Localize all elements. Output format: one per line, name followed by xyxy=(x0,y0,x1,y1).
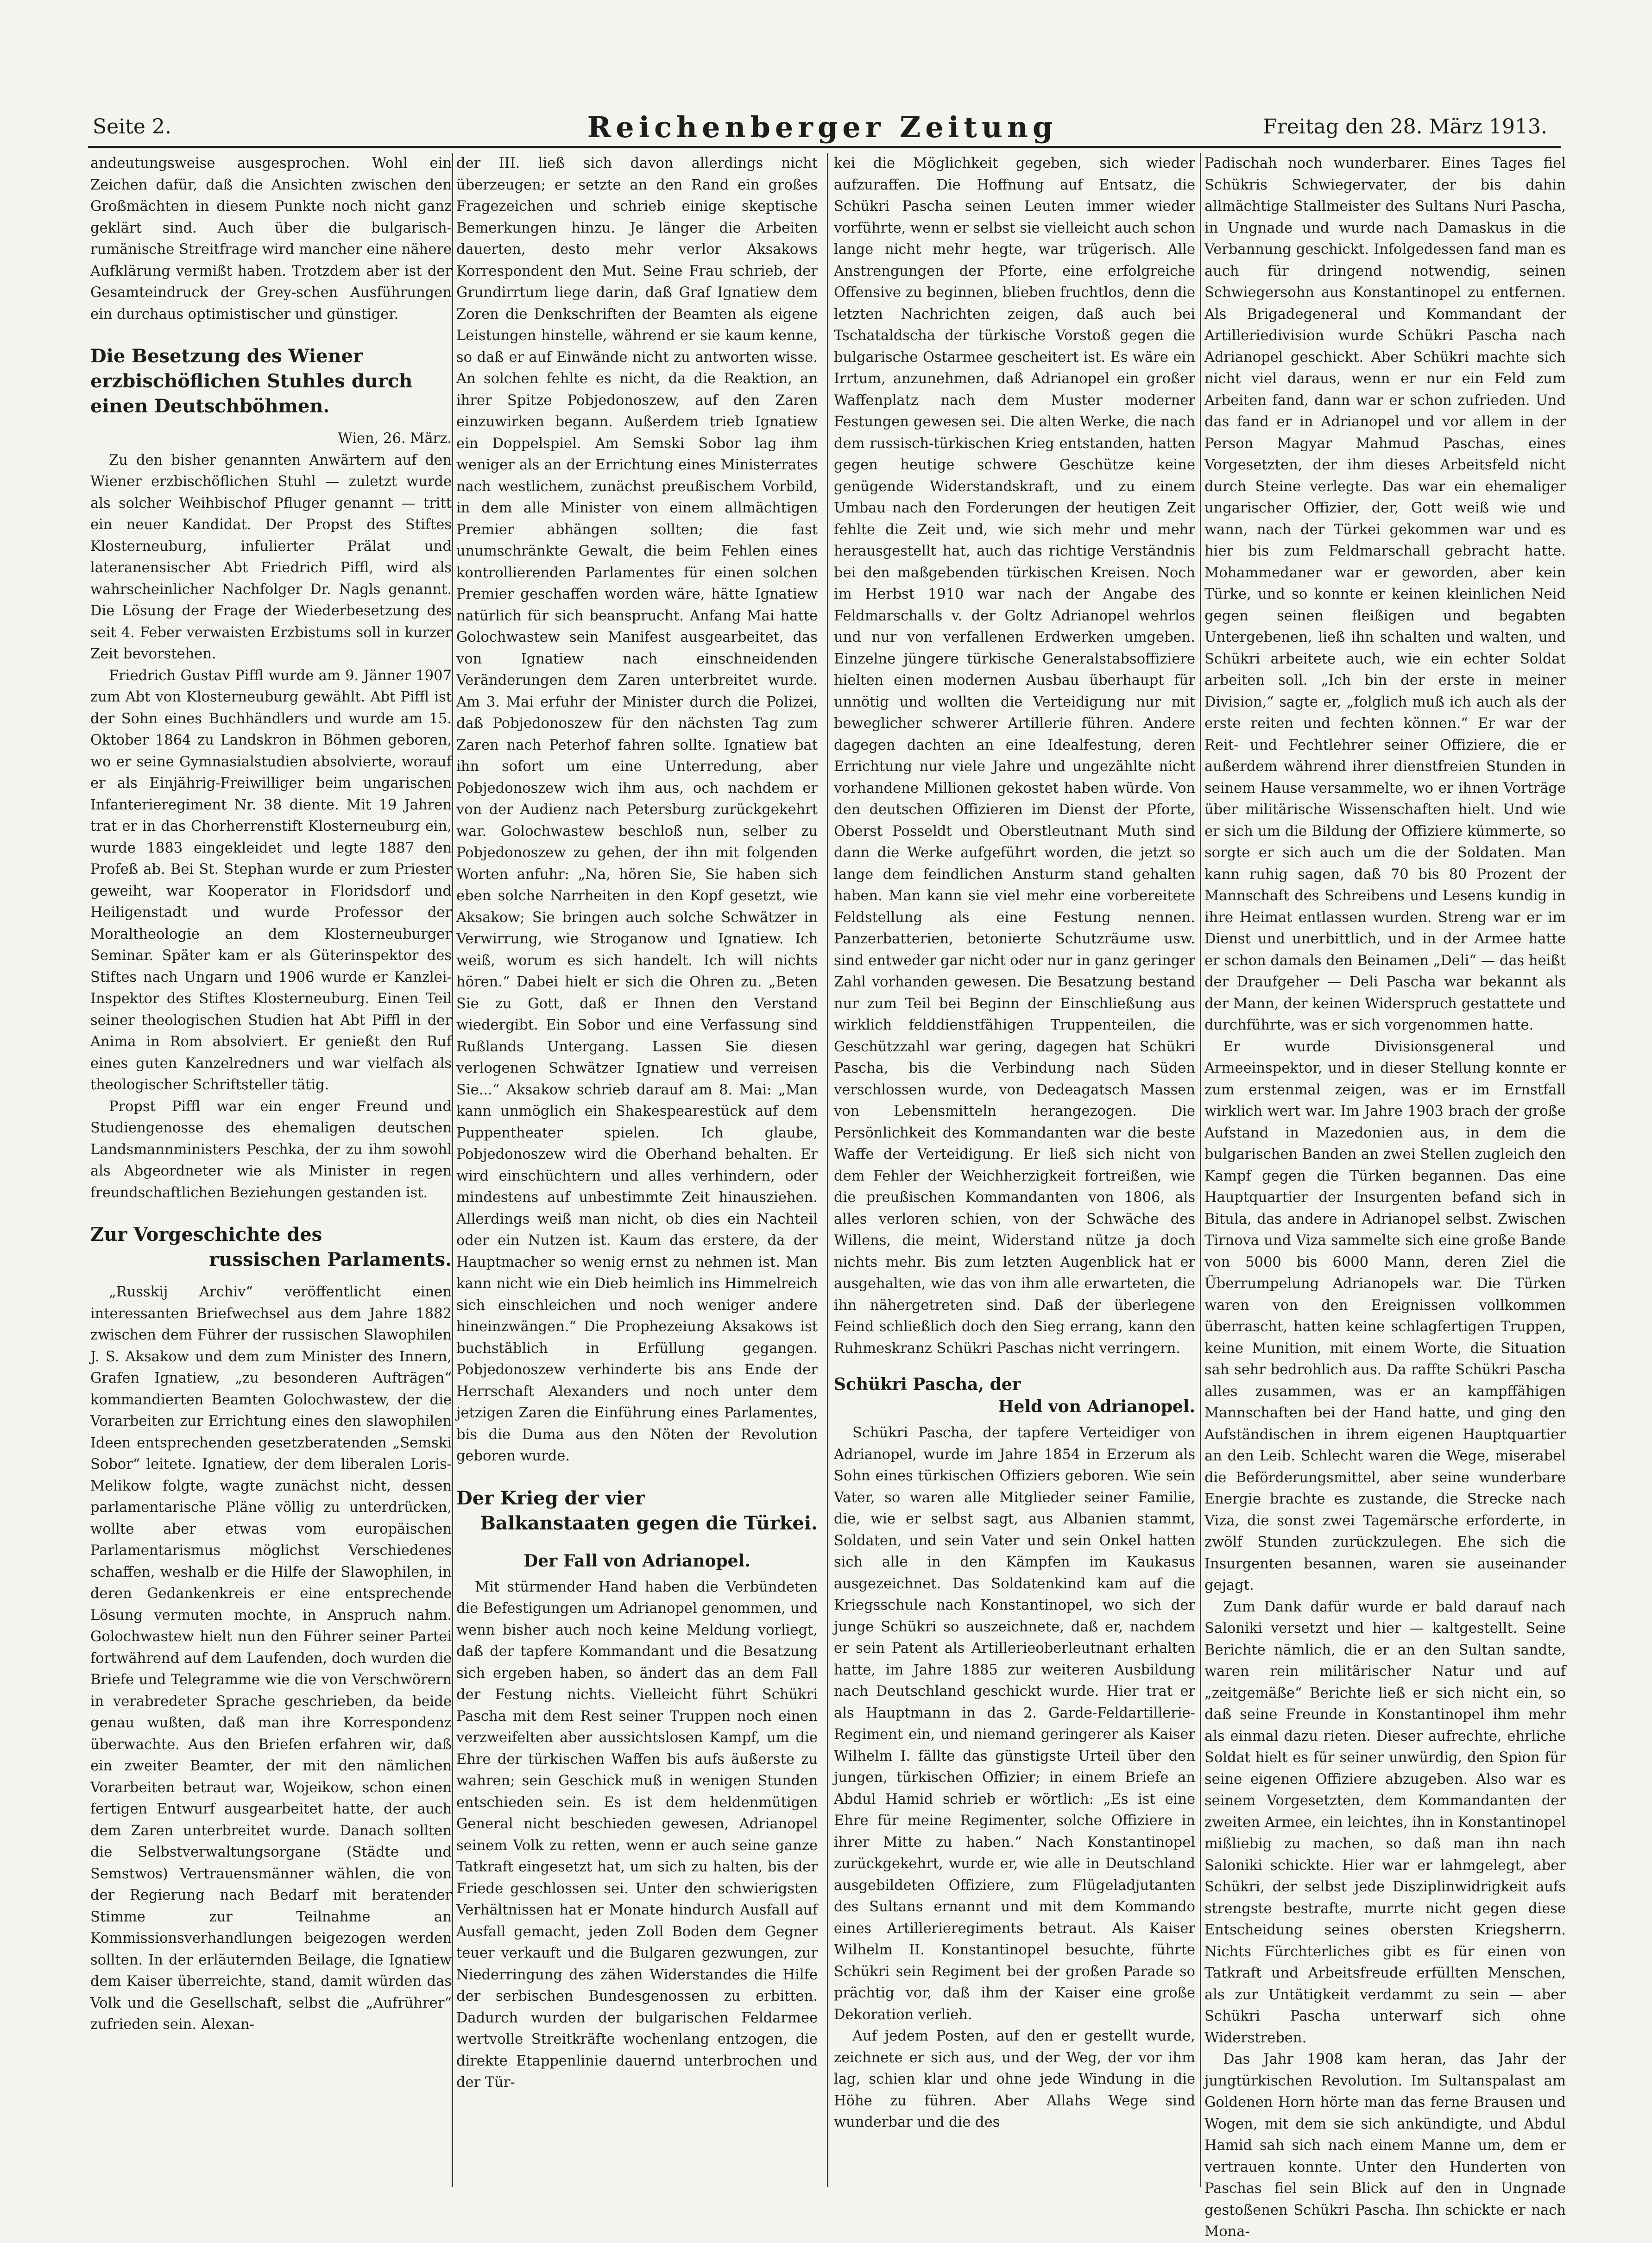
heading-line: russischen Parlaments. xyxy=(209,1249,452,1270)
article-text: Propst Piffl war ein enger Freund und Studiengenosse des ehemaligen deutschen Landsmannministers Peschka, der zu ihm sowohl als Abgeordneter wie als Minister in regen freundschaftlichen Beziehungen gestanden ist. xyxy=(90,1098,452,1201)
column-3 xyxy=(834,153,1195,2134)
article-text: andeutungsweise ausgesprochen. Wohl ein Zeichen dafür, daß die Ansichten zwischen den Großmächten in diesem Punkte noch nicht ganz geklärt sind. Auch über die bulgarisch-rumänische Streitfrage wird mancher eine nähere Aufklärung vermißt haben. Trotzdem aber ist der Gesamteindruck der Grey-schen Ausführungen ein durchaus optimistischer und günstiger. xyxy=(90,155,452,322)
column-1 xyxy=(90,153,452,2036)
article-text: Er wurde Divisionsgeneral und Armeeinspektor, und in dieser Stellung konnte er zum erstenmal zeigen, was er im Ernstfall wirklich wert war. Im Jahre 1903 brach der große Aufstand in Mazedonien aus, in dem die bulgarischen Banden an zwei Stellen zugleich den Kampf gegen die Türken begannen. Das eine Hauptquartier der Insurgenten befand sich in Bitula, das andere in Adrianopel selbst. Zwischen Tirnova und Viza sammelte sich eine große Bande von 5000 bis 6000 Mann, deren Ziel die Überrumpelung Adrianopels war. Die Türken waren von den Ereignissen vollkommen überrascht, hatten keine schlagfertigen Truppen, keine Munition, mit einem Worte, die Situation sah sehr bedrohlich aus. Da raffte Schükri Pascha alles zusammen, was er an kampffähigen Mannschaften bei der Hand hatte, und ging den Aufständischen in ihrem eigenen Hauptquartier an den Leib. Schlecht waren die Wege, miserabel die Beförderungsmittel, aber seine wunderbare Energie brachte es zustande, die Strecke nach Viza, die sonst zwei Tagemärsche erforderte, in zwölf Stunden zurückzulegen. Ehe sich die Insurgenten besannen, waren sie auseinander gejagt. xyxy=(1204,1038,1566,1593)
column-2 xyxy=(456,153,818,2094)
heading-line: Held von Adrianopel. xyxy=(998,1397,1195,1416)
heading-line: Balkanstaaten gegen die Türkei. xyxy=(480,1512,818,1534)
article-text: Padischah noch wunderbarer. Eines Tages fiel Schükris Schwiegervater, der bis dahin allmächtige Stallmeister des Sultans Nuri Pascha, in Ungnade und wurde nach Damaskus in die Verbannung geschickt. Infolgedessen fand man es auch für dringend notwendig, seinen Schwiegersohn aus Konstantinopel zu entfernen. Als Brigadegeneral und Kommandant der Artilleriedivision wurde Schükri Pascha nach Adrianopel geschickt. Aber Schükri machte sich nicht viel daraus, wenn er nur ein Feld zum Arbeiten fand, dann war er schon zufrieden. Und das fand er in Adrianopel und vor allem in der Person Magyar Mahmud Paschas, eines Vorgesetzten, der ihm dieses Arbeitsfeld nicht durch Steine verlegte. Das war ein ehemaliger ungarischer Offizier, der, Gott weiß wie und wann, nach der Türkei gekommen war und es hier bis zum Feldmarschall gebracht hatte. Mohammedaner war er geworden, aber kein Türke, und so konnte er keinen kleinlichen Neid gegen seinen fleißigen und begabten Untergebenen, ließ ihn schalten und walten, und Schükri arbeitete auch, wie ein echter Soldat arbeiten soll. „Ich bin der erste in meiner Division,“ sagte er, „folglich muß ich auch als der erste reiten und fechten können.“ Er war der Reit- und Fechtlehrer seiner Offiziere, die er außerdem während ihrer dienstfreien Stunden in seinem Hause versammelte, wo er ihnen Vorträge über militärische Wissenschaften hielt. Und wie er sich um die Bildung der Offiziere kümmerte, so sorgte er sich auch um die der Soldaten. Man kann ruhig sagen, daß 70 bis 80 Prozent der Mannschaft des Schreibens und Lesens kundig in ihre Heimat entlassen wurden. Streng war er im Dienst und unerbittlich, und in der Armee hatte er schon damals den Beinamen „Deli“ — das heißt der Draufgeher — Deli Pascha war bekannt als der Mann, der keinen Widerspruch gestattete und durchführte, was er sich vorgenommen hatte. xyxy=(1204,155,1566,1033)
issue-date: Freitag den 28. März 1913. xyxy=(1263,115,1547,139)
column-divider xyxy=(452,153,453,2187)
article-text: Das Jahr 1908 kam heran, das Jahr der jungtürkischen Revolution. Im Sultanspalast am Goldenen Horn hörte man das ferne Brausen und Wogen, mit dem sie sich ankündigte, und Abdul Hamid sah sich nach einem Manne um, dem er vertrauen konnte. Unter den Hunderten von Paschas fiel sein Blick auf den in Ungnade gestoßenen Schükri Pascha. Ihn schickte er nach Mona- xyxy=(1204,2051,1566,2240)
heading-line: Zur Vorgeschichte des xyxy=(90,1224,322,1245)
article-text: Schükri Pascha, der tapfere Verteidiger von Adrianopel, wurde im Jahre 1854 in Erzerum als Sohn eines türkischen Offiziers geboren. Wie sein Vater, so waren alle Mitglieder seiner Familie, die, wie er selbst sagt, aus Albanien stammt, Soldaten, und sein Vater und sein Onkel hatten sich alle in den Kämpfen im Kaukasus ausgezeichnet. Das Soldatenkind kam auf die Kriegsschule nach Konstantinopel, wo sich der junge Schükri so auszeichnete, daß er, nachdem er sein Patent als Artillerieoberleutnant erhalten hatte, im Jahre 1885 zur weiteren Ausbildung nach Deutschland geschickt wurde. Hier trat er als Hauptmann in das 2. Garde-Feldartillerie-Regiment ein, und niemand geringerer als Kaiser Wilhelm I. fällte das günstigste Urteil über den jungen, türkischen Offizier; in einem Briefe an Abdul Hamid schrieb er wörtlich: „Es ist eine Ehre für meine Regimenter, solche Offiziere in ihrer Mitte zu haben.“ Nach Konstantinopel zurückgekehrt, wurde er, wie alle in Deutschland ausgebildeten Offiziere, zum Flügeladjutanten des Sultans ernannt und mit dem Kommando eines Artillerieregiments betraut. Als Kaiser Wilhelm II. Konstantinopel besuchte, führte Schükri sein Regiment bei der großen Parade so prächtig vor, daß ihm der Kaiser eine große Dekoration verlieh. xyxy=(834,1425,1195,2023)
article-text: der III. ließ sich davon allerdings nicht überzeugen; er setzte an den Rand ein großes Fragezeichen und schrieb einige skeptische Bemerkungen hinzu. Je länger die Arbeiten dauerten, desto mehr verlor Aksakows Korrespondent den Mut. Seine Frau schrieb, der Grundirrtum liege darin, daß Graf Ignatiew dem Zoren die Denkschriften der Beamten als eigene Leistungen hinstelle, während er sie kaum kenne, so daß er auf Einwände nicht zu antworten wisse. An solchen fehlte es nicht, da die Reaktion, an ihrer Spitze Pobjedonoszew, auf den Zaren einzuwirken begann. Außerdem trieb Ignatiew ein Doppelspiel. Am Semski Sobor lag ihm weniger als an der Errichtung eines Ministerrates nach westlichem, zunächst preußischem Vorbild, in dem alle Minister von einem allmächtigen Premier abhängen sollten; die fast unumschränkte Gewalt, die beim Fehlen eines kontrollierenden Parlamentes für einen solchen Premier geschaffen worden wäre, hätte Ignatiew natürlich für sich beansprucht. Anfang Mai hatte Golochwastew sein Manifest ausgearbeitet, das von Ignatiew nach einschneidenden Veränderungen dem Zaren unterbreitet wurde. Am 3. Mai erfuhr der Minister durch die Polizei, daß Pobjedonoszew für den nächsten Tag zum Zaren nach Peterhof fahren sollte. Ignatiew bat ihn sofort um eine Unterredung, aber Pobjedonoszew wich ihm aus, och nachdem er von der Audienz nach Petersburg zurückgekehrt war. Golochwastew beschloß nun, selber zu Pobjedonoszew zu gehen, der ihn mit folgenden Worten anfuhr: „Na, hören Sie, Sie haben sich eben solche Narrheiten in den Kopf gesetzt, wie Aksakow; Sie bringen auch solche Schwätzer in Verwirrung, wie Stroganow und Ignatiew. Ich weiß, worum es sich handelt. Ich will nichts hören.“ Dabei hielt er sich die Ohren zu. „Beten Sie zu Gott, daß er Ihnen den Verstand wiedergibt. Ein Sobor und eine Verfassung sind Rußlands Untergang. Lassen Sie diesen verlogenen Schwätzer Ignatiew und verreisen Sie...“ Aksakow schrieb darauf am 8. Mai: „Man kann unmöglich ein Shakespearestück auf dem Puppentheater spielen. Ich glaube, Pobjedonoszew wird die Oberhand behalten. Er wird einschüchtern und alles verhindern, oder mindestens auf unbestimmte Zeit hinausziehen. Allerdings weiß man nicht, ob dies ein Nachteil oder ein Nutzen ist. Kaum das erstere, da der Hauptmacher so wenig ernst zu nehmen ist. Man kann nicht wie ein Dieb heimlich ins Himmelreich sich einschleichen und noch weniger andere hineinzwängen.“ Die Prophezeiung Aksakows ist buchstäblich in Erfüllung gegangen. Pobjedonoszew verhinderte bis ans Ende der Herrschaft Alexanders und noch unter dem jetzigen Zaren die Einführung eines Parlamentes, bis die Duma aus den Nöten der Revolution geboren wurde. xyxy=(456,155,818,1464)
newspaper-title: Reichenberger Zeitung xyxy=(587,110,1058,144)
article-text: Zu den bisher genannten Anwärtern auf den Wiener erzbischöflichen Stuhl — zuletzt wurde als solcher Weihbischof Pfluger genannt — tritt ein neuer Kandidat. Der Propst des Stiftes Klosterneuburg, infulierter Prälat und lateranensischer Abt Friedrich Piffl, wird als wahrscheinlicher Nachfolger Dr. Nagls genannt. Die Lösung der Frage der Wiederbesetzung des seit 4. Feber verwaisten Erzbistums soll in kurzer Zeit bevorstehen. xyxy=(90,452,452,662)
article-text: Friedrich Gustav Piffl wurde am 9. Jänner 1907 zum Abt von Klosterneuburg gewählt. Abt Piffl ist der Sohn eines Buchhändlers und wurde am 15. Oktober 1864 zu Landskron in Böhmen geboren, wo er seine Gymnasialstudien absolvierte, worauf er als Einjährig-Freiwilliger beim ungarischen Infanterieregiment Nr. 38 diente. Mit 19 Jahren trat er in das Chorherrenstift Klosterneuburg ein, wurde 1883 eingekleidet und legte 1887 den Profeß ab. Bei St. Stephan wurde er zum Priester geweiht, war Kooperator in Floridsdorf und Heiligenstadt und wurde Professor der Moraltheologie an dem Klosterneuburger Seminar. Später kam er als Güterinspektor des Stiftes nach Ungarn und 1906 wurde er Kanzlei-Inspektor des Stiftes Klosterneuburg. Einen Teil seiner theologischen Studien hat Abt Piffl in der Anima in Rom absolviert. Er genießt den Ruf eines guten Kanzelredners und war vielfach als theologischer Schriftsteller tätig. xyxy=(90,667,452,1093)
column-divider xyxy=(827,153,828,2187)
article-text: „Russkij Archiv“ veröffentlicht einen interessanten Briefwechsel aus dem Jahre 1882 zwischen dem Führer der russischen Slawophilen J. S. Aksakow und dem zum Minister des Innern, Grafen Ignatiew, „zu besonderen Aufträgen“ kommandierten Beamten Golochwastew, der die Vorarbeiten zur Errichtung eines den slawophilen Ideen entsprechenden gesetzberatenden „Semski Sobor“ leitete. Ignatiew, der dem liberalen Loris-Melikow folgte, wagte zunächst nicht, dessen parlamentarische Pläne völlig zu unterdrücken, wollte aber etwas vom europäischen Parlamentarismus möglichst Verschiedenes schaffen, weshalb er die Hilfe der Slawophilen, in deren Gedankenkreis er eine entsprechende Lösung vermuten mochte, in Anspruch nahm. Golochwastew hielt nun den Führer seiner Partei fortwährend auf dem Laufenden, doch wurden die Briefe und Telegramme wie die von Verschwörern in verabredeter Sprache geschrieben, da beide genau wußten, daß man ihre Korrespondenz überwachte. Aus den Briefen erfahren wir, daß ein zweiter Beamter, der mit den nämlichen Vorarbeiten betraut war, Wojeikow, schon einen fertigen Entwurf ausgearbeitet hatte, der auch dem Zaren unterbreitet wurde. Danach sollten die Selbstverwaltungsorgane (Städte und Semstwos) Vertrauensmänner wählen, die von der Regierung nach Bedarf mit beratender Stimme zur Teilnahme an Kommissionsverhandlungen beigezogen werden sollten. In der erläuternden Beilage, die Ignatiew dem Kaiser überreichte, stand, damit würden das Volk und die Gesellschaft, selbst die „Aufrührer“ zufrieden sein. Alexan- xyxy=(90,1284,452,2033)
article-heading: Die Besetzung des Wiener erzbischöflichen Stuhles durch einen Deutschböhmen. xyxy=(90,345,413,417)
article-heading xyxy=(834,1373,1195,1418)
article-text: Zum Dank dafür wurde er bald darauf nach Saloniki versetzt und hier — kaltgestellt. Seine Berichte nämlich, die er an den Sultan sandte, waren rein militärischer Natur und auf „zeitgemäße“ Berichte ließ er sich nicht ein, so daß seine Freunde in Konstantinopel ihm mehr als einmal dazu rieten. Dieser aufrechte, ehrliche Soldat hielt es für seiner unwürdig, den Spion für seine eigenen Offiziere abzugeben. Also war es seinem Vorgesetzten, dem Kommandanten der zweiten Armee, ein leichtes, ihn in Konstantinopel mißliebig zu machen, so daß man ihn nach Saloniki schickte. Hier war er lahmgelegt, aber Schükri, der selbst jede Disziplinwidrigkeit aufs strengste bestrafte, murrte nicht gegen diese Entscheidung seines obersten Kriegsherrn. Nichts Fürchterliches gibt es für einen von Tatkraft und Arbeitsfreude erfüllten Menschen, als zur Untätigkeit verdammt zu sein — aber Schükri Pascha unterwarf sich ohne Widerstreben. xyxy=(1204,1599,1566,2046)
article-text: Mit stürmender Hand haben die Verbündeten die Befestigungen um Adrianopel genommen, und wenn bisher auch noch keine Meldung vorliegt, daß der tapfere Kommandant und die Besatzung sich ergeben haben, so ändert das an dem Fall der Festung nichts. Vielleicht führt Schükri Pascha mit dem Rest seiner Truppen noch einen verzweifelten aber aussichtslosen Kampf, um die Ehre der türkischen Waffen bis aufs äußerste zu wahren; sein Geschick muß in wenigen Stunden entschieden sein. Es ist dem heldenmütigen General nicht beschieden gewesen, Adrianopel seinem Volk zu retten, wenn er auch seine ganze Tatkraft eingesetzt hat, um sich zu halten, bis der Friede geschlossen sei. Unter den schwierigsten Verhältnissen hat er Monate hindurch Ausfall auf Ausfall gemacht, jeden Zoll Boden dem Gegner teuer verkauft und die Bulgaren gezwungen, zur Niederringung des zähen Widerstandes die Hilfe der serbischen Bundesgenossen zu erbitten. Dadurch wurden der bulgarischen Feldarmee wertvolle Streitkräfte wochenlang entzogen, die direkte Etappenlinie dauernd unterbrochen und der Tür- xyxy=(456,1579,818,2091)
heading-line: Schükri Pascha, der xyxy=(834,1375,1021,1394)
column-4 xyxy=(1204,153,1566,2243)
article-heading xyxy=(90,1222,452,1272)
header-rule xyxy=(88,146,1561,148)
heading-line: Der Krieg der vier xyxy=(456,1487,645,1509)
article-text: Auf jedem Posten, auf den er gestellt wurde, zeichnete er sich aus, und der Weg, der vor ihm lag, schien klar und ohne jede Windung in die Höhe zu führen. Aber Allahs Wege sind wunderbar und die des xyxy=(834,2028,1195,2130)
article-text: kei die Möglichkeit gegeben, sich wieder aufzuraffen. Die Hoffnung auf Entsatz, die Schükri Pascha seinen Leuten immer wieder vorführte, wenn er selbst sie vielleicht auch schon lange nicht mehr hegte, war trügerisch. Alle Anstrengungen der Pforte, eine erfolgreiche Offensive zu beginnen, blieben fruchtlos, denn die letzten Nachrichten zeigen, daß auch bei Tschataldscha der türkische Vorstoß gegen die bulgarische Ostarmee gescheitert ist. Es wäre ein Irrtum, anzunehmen, daß Adrianopel ein großer Waffenplatz nach dem Muster moderner Festungen gewesen sei. Die alten Werke, die nach dem russisch-türkischen Krieg entstanden, hatten gegen heutige schwere Geschütze keine genügende Widerstandskraft, und zu einem Umbau nach den Forderungen der heutigen Zeit fehlte die Zeit und, wie sich mehr und mehr herausgestellt hat, auch das richtige Verständnis bei den maßgebenden türkischen Kreisen. Noch im Herbst 1910 war nach der Angabe des Feldmarschalls v. der Goltz Adrianopel wehrlos und nur von verfallenen Erdwerken umgeben. Einzelne jüngere türkische Generalstabsoffiziere hielten einen modernen Ausbau überhaupt für unnötig und wollten die Verteidigung nur mit beweglicher schwerer Artillerie führen. Andere dagegen dachten an eine Idealfestung, deren Errichtung nur viele Jahre und ungezählte nicht vorhandene Millionen gekostet haben würde. Von den deutschen Offizieren im Dienst der Pforte, Oberst Posseldt und Oberstleutnant Muth sind dann die Werke aufgeführt worden, die jetzt so lange dem feindlichen Ansturm stand gehalten haben. Man kann sie viel mehr eine vorbereitete Feldstellung als eine Festung nennen. Panzerbatterien, betonierte Schutzräume usw. sind entweder gar nicht oder nur in ganz geringer Zahl vorhanden gewesen. Die Besatzung bestand nur zum Teil bei Beginn der Einschließung aus wirklich felddienstfähigen Truppenteilen, die Geschützzahl war gering, dagegen hat Schükri Pascha, bis die Verbindung nach Süden verschlossen wurde, von Dedeagatsch Massen von Lebensmitteln herangezogen. Die Persönlichkeit des Kommandanten war die beste Waffe der Verteidigung. Er ließ sich nicht von dem Fehler der Weichherzigkeit fortreißen, wie die preußischen Kommandanten von 1806, als alles verloren schien, von der Schwäche des Willens, die meint, Widerstand nütze ja doch nichts mehr. Bis zum letzten Augenblick hat er ausgehalten, wie das von ihm alle erwarteten, die ihn nähergetreten sind. Daß der überlegene Feind schließlich doch den Sieg errang, kann den Ruhmeskranz Schükri Paschas nicht verringern. xyxy=(834,155,1195,1357)
article-subheading: Der Fall von Adrianopel. xyxy=(523,1551,750,1571)
column-divider xyxy=(1200,153,1201,2187)
page-number: Seite 2. xyxy=(93,115,171,139)
dateline: Wien, 26. März. xyxy=(338,430,452,447)
article-heading xyxy=(456,1486,818,1536)
